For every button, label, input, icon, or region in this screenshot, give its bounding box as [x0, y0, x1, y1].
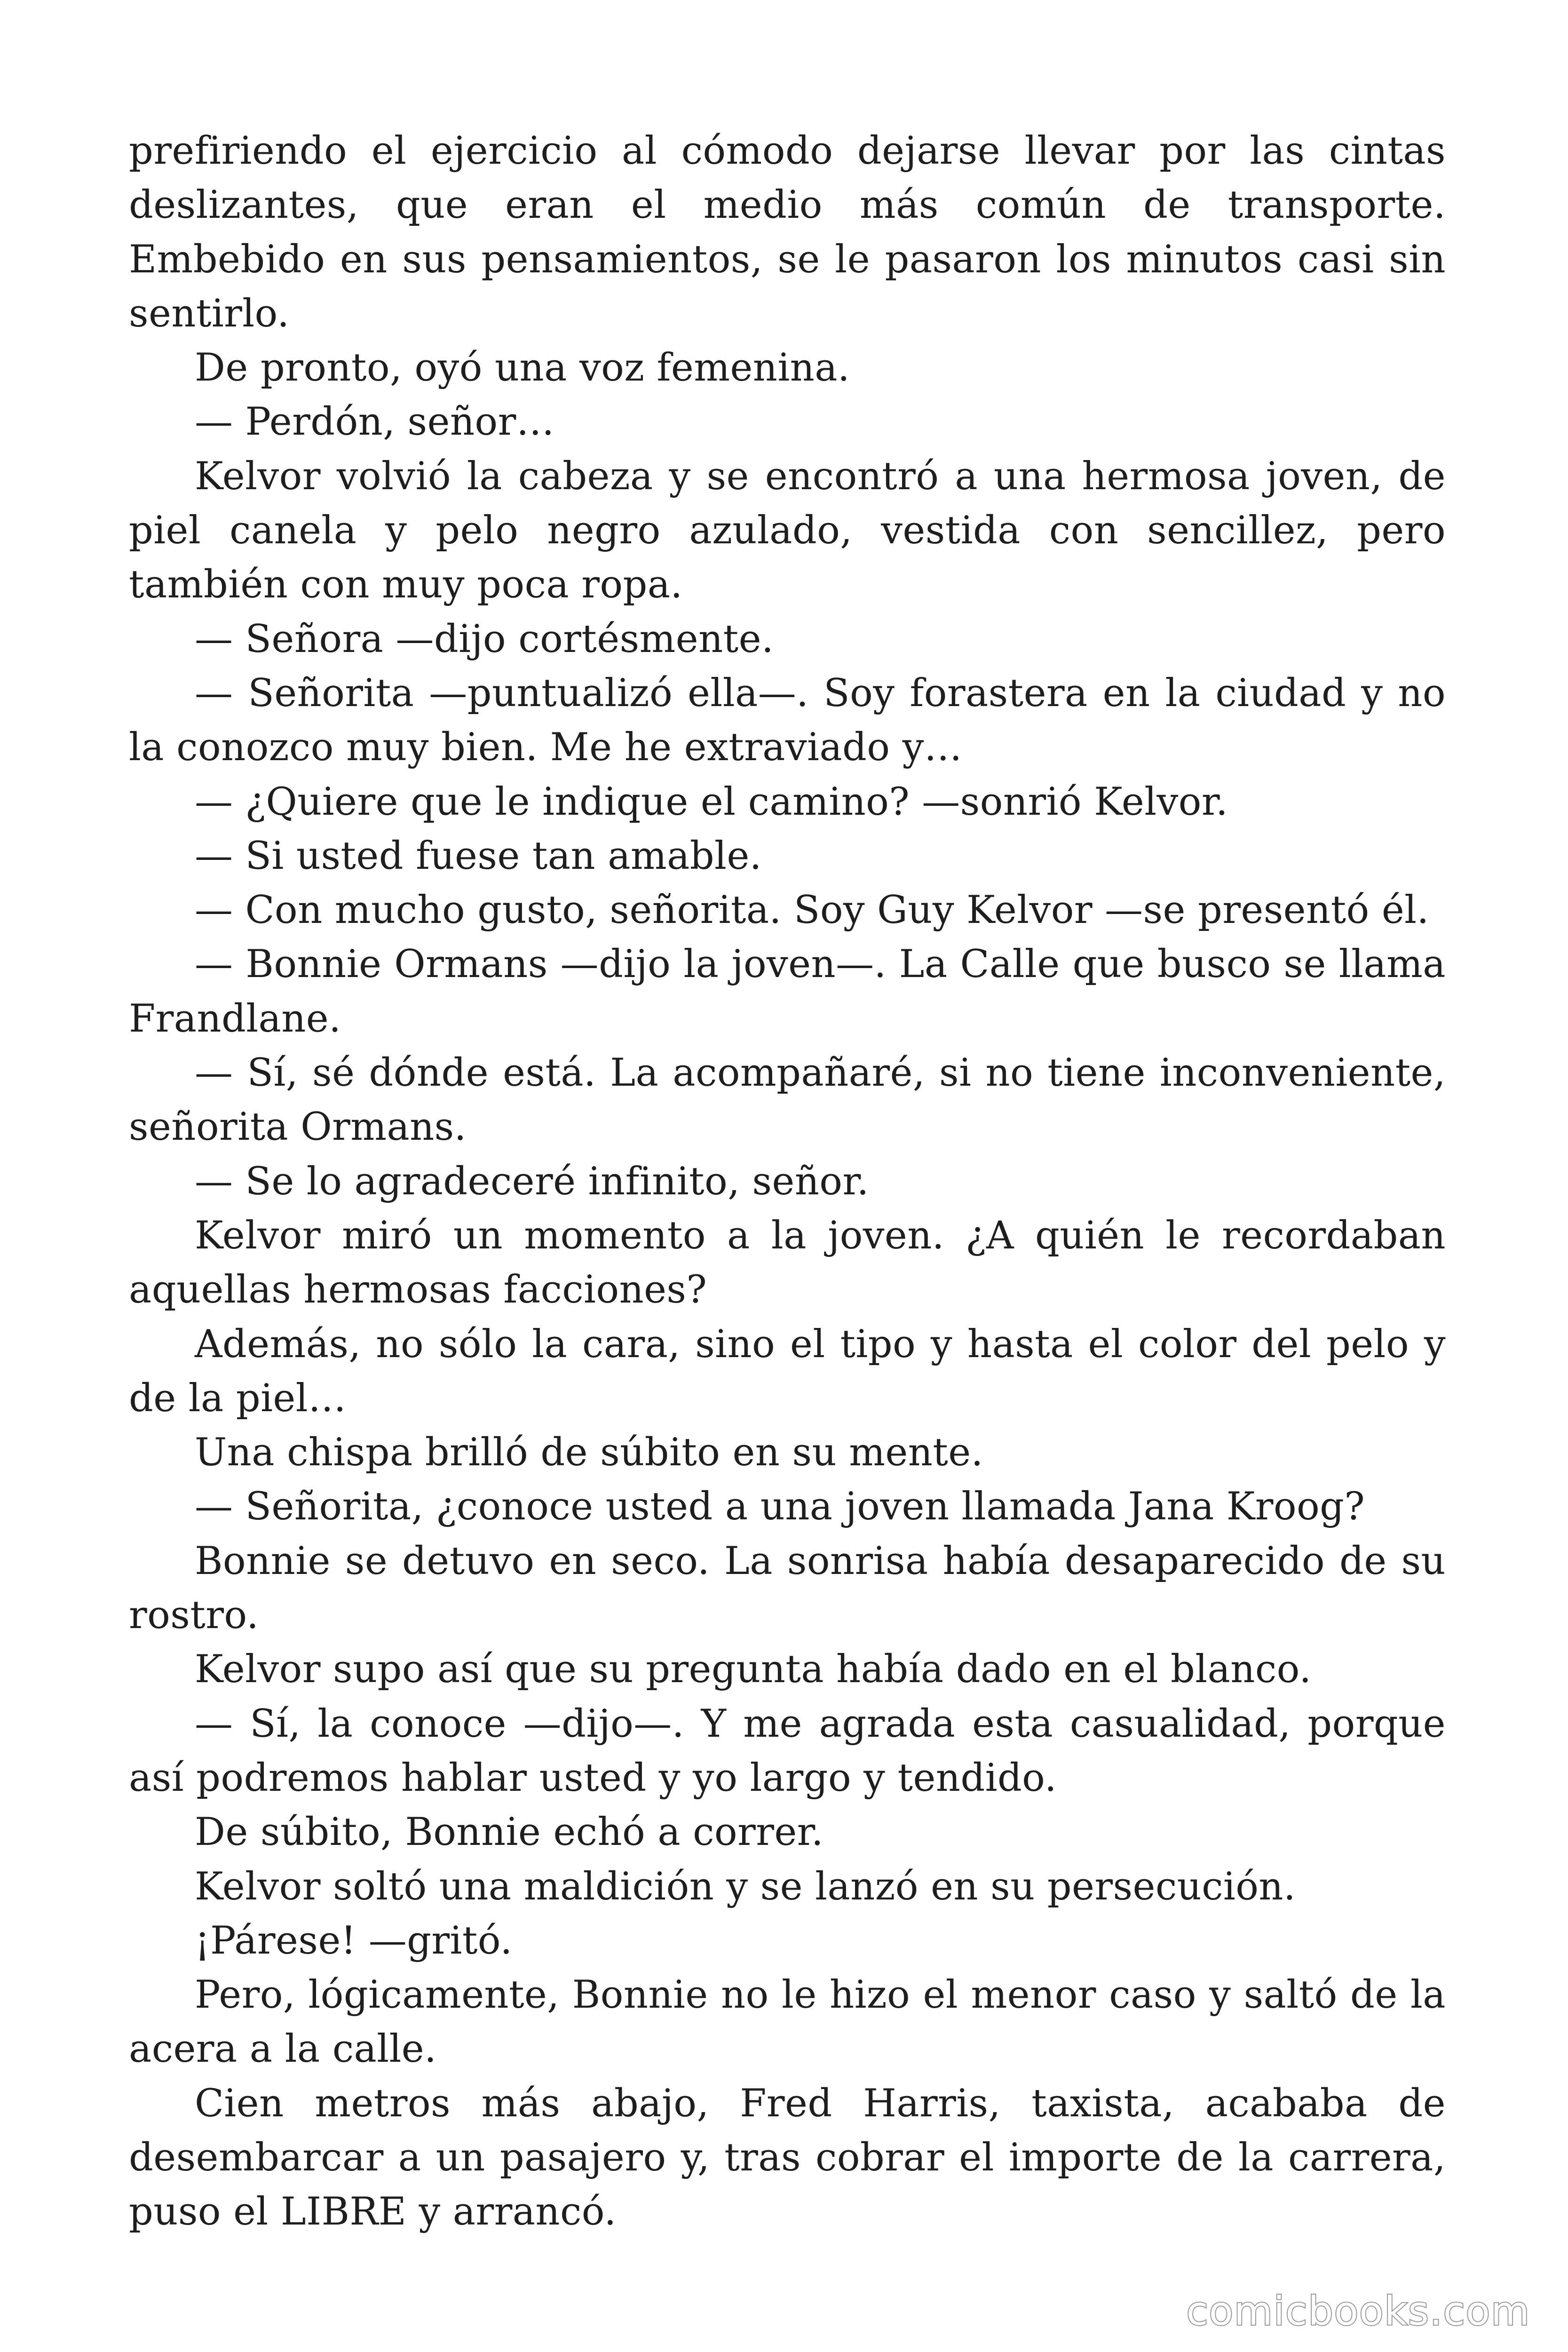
paragraph-20: De súbito, Bonnie echó a correr.	[195, 1810, 824, 1855]
paragraph-7: — ¿Quiere que le indique el camino? —sonrió Kelvor.	[195, 779, 1228, 824]
paragraph-18: Kelvor supo así que su pregunta había dado en el blanco.	[195, 1647, 1312, 1692]
paragraph-24: Cien metros más abajo, Fred Harris, taxista, acababa de desembarcar a un pasajero y, tras cobrar el importe de la carrera, puso el LIBRE y arrancó.	[129, 2081, 1446, 2234]
paragraph-15: Una chispa brilló de súbito en su mente.	[195, 1430, 983, 1475]
paragraph-14: Además, no sólo la cara, sino el tipo y hasta el color del pelo y de la piel…	[129, 1322, 1446, 1421]
paragraph-6: — Señorita —puntualizó ella—. Soy forastera en la ciudad y no la conozco muy bien. Me he extraviado y…	[129, 671, 1446, 770]
paragraph-21: Kelvor soltó una maldición y se lanzó en su persecución.	[195, 1864, 1296, 1909]
paragraph-3: — Perdón, señor…	[195, 400, 555, 445]
paragraph-16: — Señorita, ¿conoce usted a una joven llamada Jana Kroog?	[195, 1485, 1365, 1529]
paragraph-10: — Bonnie Ormans —dijo la joven—. La Calle que busco se llama Frandlane.	[129, 942, 1446, 1041]
paragraph-17: Bonnie se detuvo en seco. La sonrisa había desaparecido de su rostro.	[129, 1539, 1446, 1638]
book-page-text	[129, 124, 1446, 2240]
paragraph-22: ¡Párese! —gritó.	[195, 1918, 513, 1963]
paragraph-2: De pronto, oyó una voz femenina.	[195, 346, 850, 390]
paragraph-13: Kelvor miró un momento a la joven. ¿A quién le recordaban aquellas hermosas facciones?	[129, 1213, 1446, 1312]
watermark: comicbooks.com	[1186, 2288, 1530, 2334]
paragraph-19: — Sí, la conoce —dijo—. Y me agrada esta casualidad, porque así podremos hablar usted y yo largo y tendido.	[129, 1701, 1446, 1800]
paragraph-23: Pero, lógicamente, Bonnie no le hizo el menor caso y saltó de la acera a la calle.	[129, 1973, 1446, 2072]
paragraph-11: — Sí, sé dónde está. La acompañaré, si no tiene inconveniente, señorita Ormans.	[129, 1051, 1446, 1150]
paragraph-5: — Señora —dijo cortésmente.	[195, 617, 774, 661]
paragraph-1: prefiriendo el ejercicio al cómodo dejarse llevar por las cintas deslizantes, que eran el medio más común de transporte. Embebido en sus pensamientos, se le pasaron los minutos casi sin sentirlo.	[129, 129, 1446, 336]
paragraph-9: — Con mucho gusto, señorita. Soy Guy Kelvor —se presentó él.	[195, 888, 1429, 933]
paragraph-12: — Se lo agradeceré infinito, señor.	[195, 1159, 869, 1204]
paragraph-4: Kelvor volvió la cabeza y se encontró a una hermosa joven, de piel canela y pelo negro azulado, vestida con sencillez, pero también con muy poca ropa.	[129, 454, 1446, 607]
paragraph-8: — Si usted fuese tan amable.	[195, 834, 762, 878]
